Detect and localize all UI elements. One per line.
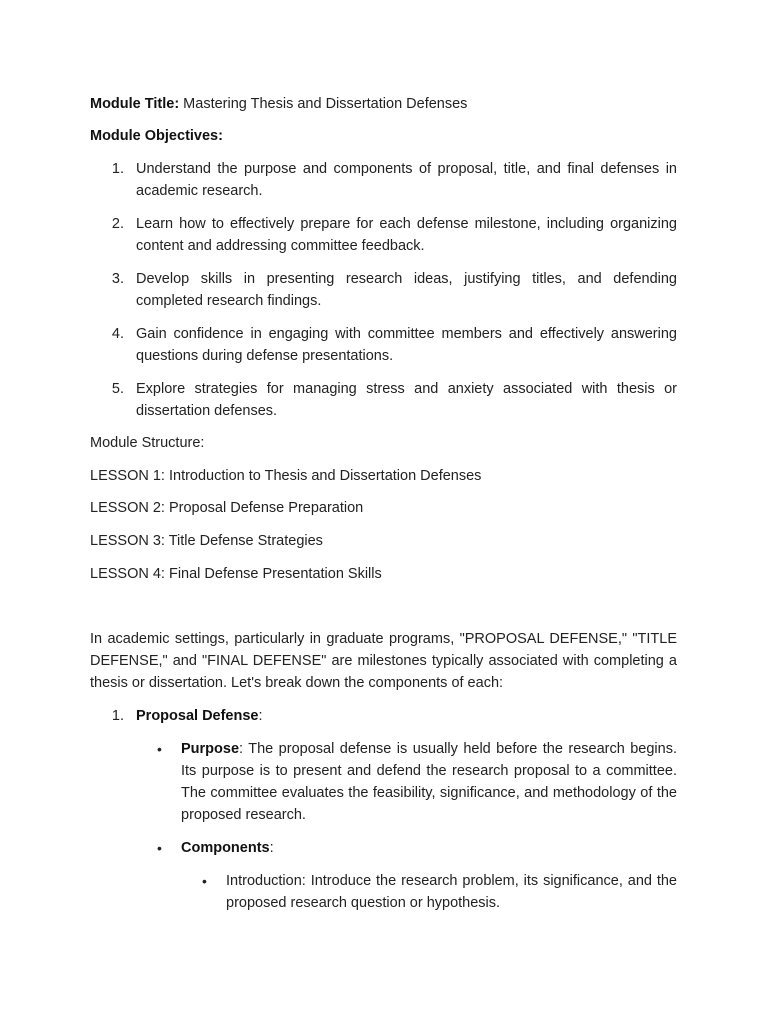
bullet-icon: • xyxy=(202,873,207,889)
objective-item: Learn how to effectively prepare for each defense milestone, including organizing content and addressing committee feedback. xyxy=(136,216,677,254)
intro-paragraph: In academic settings, particularly in graduate programs, "PROPOSAL DEFENSE," "TITLE DEFENSE," and "FINAL DEFENSE" are milestones typically associated with completing a thesis or dissertation. Let's break down the components of each: xyxy=(90,631,677,691)
module-title-line xyxy=(90,93,677,115)
module-structure-label: Module Structure: xyxy=(90,435,205,451)
section-heading xyxy=(136,705,677,727)
objective-number: 1. xyxy=(111,161,124,177)
module-title-value: Mastering Thesis and Dissertation Defenses xyxy=(179,96,468,112)
lesson-item: LESSON 4: Final Defense Presentation Skills xyxy=(90,566,382,582)
objectives-heading xyxy=(90,125,677,147)
objective-item: Understand the purpose and components of proposal, title, and final defenses in academic research. xyxy=(136,161,677,199)
purpose-item xyxy=(181,738,677,826)
objectives-label: Module Objectives: xyxy=(90,128,223,144)
section-title-suffix: : xyxy=(258,708,263,724)
components-label: Components xyxy=(181,840,270,856)
bullet-icon: • xyxy=(157,741,162,757)
introduction-item: Introduction: Introduce the research problem, its significance, and the proposed research question or hypothesis. xyxy=(226,873,677,911)
objective-number: 4. xyxy=(111,326,124,342)
lesson-item: LESSON 3: Title Defense Strategies xyxy=(90,533,323,549)
objective-number: 2. xyxy=(111,216,124,232)
module-title-label: Module Title: xyxy=(90,96,180,112)
purpose-label: Purpose xyxy=(181,741,240,757)
objective-item: Explore strategies for managing stress and anxiety associated with thesis or dissertation defenses. xyxy=(136,381,677,419)
objective-item: Gain confidence in engaging with committee members and effectively answering questions during defense presentations. xyxy=(136,326,677,364)
section-number: 1. xyxy=(111,708,124,724)
objective-item: Develop skills in presenting research ideas, justifying titles, and defending completed research findings. xyxy=(136,271,677,309)
objective-number: 5. xyxy=(111,381,124,397)
lesson-item: LESSON 1: Introduction to Thesis and Dissertation Defenses xyxy=(90,468,482,484)
section-title: Proposal Defense xyxy=(136,708,259,724)
bullet-icon: • xyxy=(157,840,162,856)
components-suffix: : xyxy=(269,840,274,856)
objective-number: 3. xyxy=(111,271,124,287)
purpose-text: : The proposal defense is usually held before the research begins. Its purpose is to present and defend the research proposal to a committee. The committee evaluates the feasibility, significance, and methodology of the proposed research. xyxy=(181,741,677,823)
lesson-item: LESSON 2: Proposal Defense Preparation xyxy=(90,500,364,516)
components-item xyxy=(181,837,677,859)
